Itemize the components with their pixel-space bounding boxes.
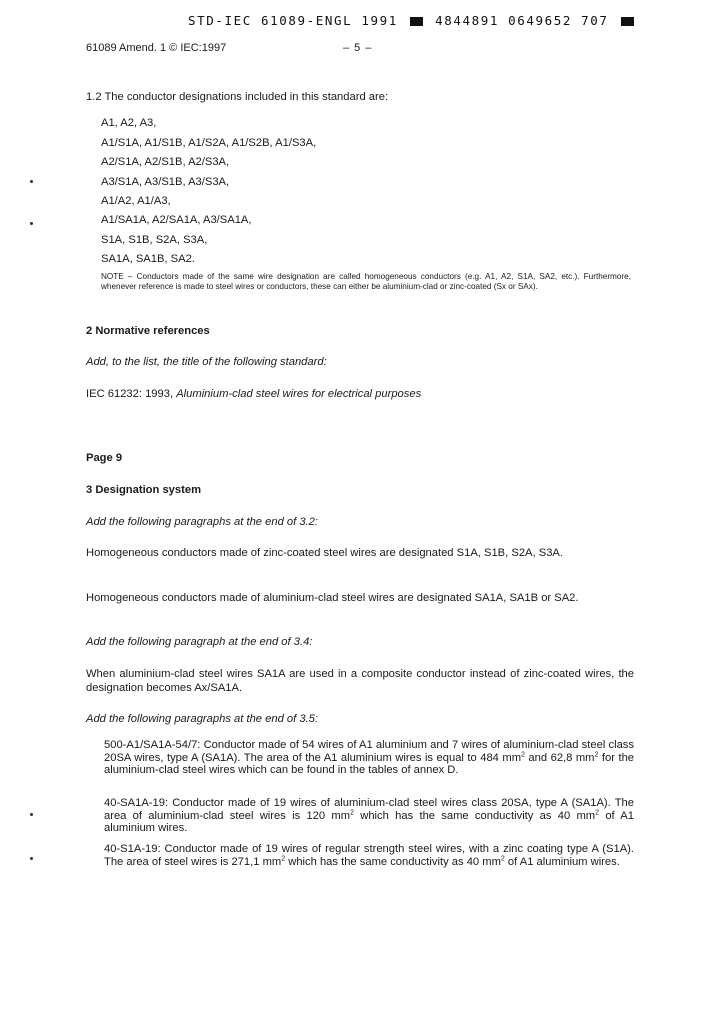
superscript: 2 [594,750,599,758]
paragraph-composite: When aluminium-clad steel wires SA1A are used in a composite conductor instead of zinc-coated wires, the designation becomes Ax/SA1A. [86,668,634,694]
superscript: 2 [350,808,354,816]
page-reference: Page 9 [86,452,123,464]
example-designation-1 [104,739,634,777]
scan-speck [30,180,33,183]
stamp-block-mark [410,17,423,26]
header-document-id: 61089 Amend. 1 © IEC:1997 [86,42,227,54]
designation-list-item: A3/S1A, A3/S1B, A3/S3A, [101,176,230,188]
designation-list-item: A1/A2, A1/A3, [101,195,171,207]
section-3-heading: 3 Designation system [86,484,202,496]
scan-speck [30,222,33,225]
instruction-3-2: Add the following paragraphs at the end of 3.2: [86,516,318,528]
superscript: 2 [500,854,505,862]
example-text: which has the same conductivity as 40 mm [353,809,596,822]
header-page-number: – 5 – [343,42,373,54]
example-text: 40-S1A-19: Conductor made of 19 wires of regular strength steel wires, with a zinc coating type A (S1A). The area of steel wires is 271,1 mm [104,843,634,868]
section-2-instruction: Add, to the list, the title of the following standard: [86,356,327,368]
designation-list-item: SA1A, SA1B, SA2. [101,253,195,265]
example-designation-2 [104,797,634,835]
designation-list-item: A1/S1A, A1/S1B, A1/S2A, A1/S2B, A1/S3A, [101,137,317,149]
reference-title: Aluminium-clad steel wires for electrical purposes [176,388,422,400]
stamp-text-2: 4844891 0649652 707 [435,13,609,28]
designation-list-item: A1/SA1A, A2/SA1A, A3/SA1A, [101,214,252,226]
example-text: 500-A1/SA1A-54/7: Conductor made of 54 wires of A1 aluminium and 7 wires of aluminium-clad steel class 20SA wires, type A (SA1A). The area of the A1 aluminium wires is equal to 484 mm [104,739,634,764]
designation-list-item: S1A, S1B, S2A, S3A, [101,234,208,246]
stamp-text-1: STD-IEC 61089-ENGL 1991 [188,13,398,28]
scan-speck [30,857,33,860]
designation-list-item: A2/S1A, A2/S1B, A2/S3A, [101,156,230,168]
superscript: 2 [595,808,600,816]
example-text: for the aluminium-clad steel wires which can be found in the tables of annex D. [104,751,635,777]
example-text: of A1 aluminium wires. [504,855,620,868]
example-text: 40-SA1A-19: Conductor made of 19 wires of aluminium-clad steel wires class 20SA, type A (SA1A). The area of aluminium-clad steel wires is 120 mm [104,797,634,822]
stamp-block-mark [621,17,634,26]
scan-speck [30,813,33,816]
paragraph-zinc-coated: Homogeneous conductors made of zinc-coated steel wires are designated S1A, S1B, S2A, S3A. [86,547,563,559]
section-1-2-intro: 1.2 The conductor designations included in this standard are: [86,91,389,103]
note-homogeneous-conductors: NOTE – Conductors made of the same wire designation are called homogeneous conductors (e.g. A1, A2, S1A, SA2, etc.). Furthermore, whenever reference is made to steel wires or conductors, these can either be aluminium-clad or zinc-coated (Sx or SAx). [101,272,631,291]
designation-list-item: A1, A2, A3, [101,117,157,129]
superscript: 2 [281,854,286,862]
superscript: 2 [521,750,525,758]
example-text: which has the same conductivity as 40 mm [285,855,501,868]
document-stamp [188,13,637,28]
section-2-heading: 2 Normative references [86,325,210,337]
reference-number: IEC 61232: 1993, [86,388,177,400]
instruction-3-4: Add the following paragraph at the end of 3.4: [86,636,313,648]
example-text: of A1 aluminium wires. [104,809,634,835]
example-designation-3 [104,843,634,868]
paragraph-aluminium-clad: Homogeneous conductors made of aluminium-clad steel wires are designated SA1A, SA1B or SA2. [86,592,579,604]
instruction-3-5: Add the following paragraphs at the end of 3.5: [86,713,318,725]
example-text: and 62,8 mm [524,751,595,764]
normative-reference [86,387,421,401]
